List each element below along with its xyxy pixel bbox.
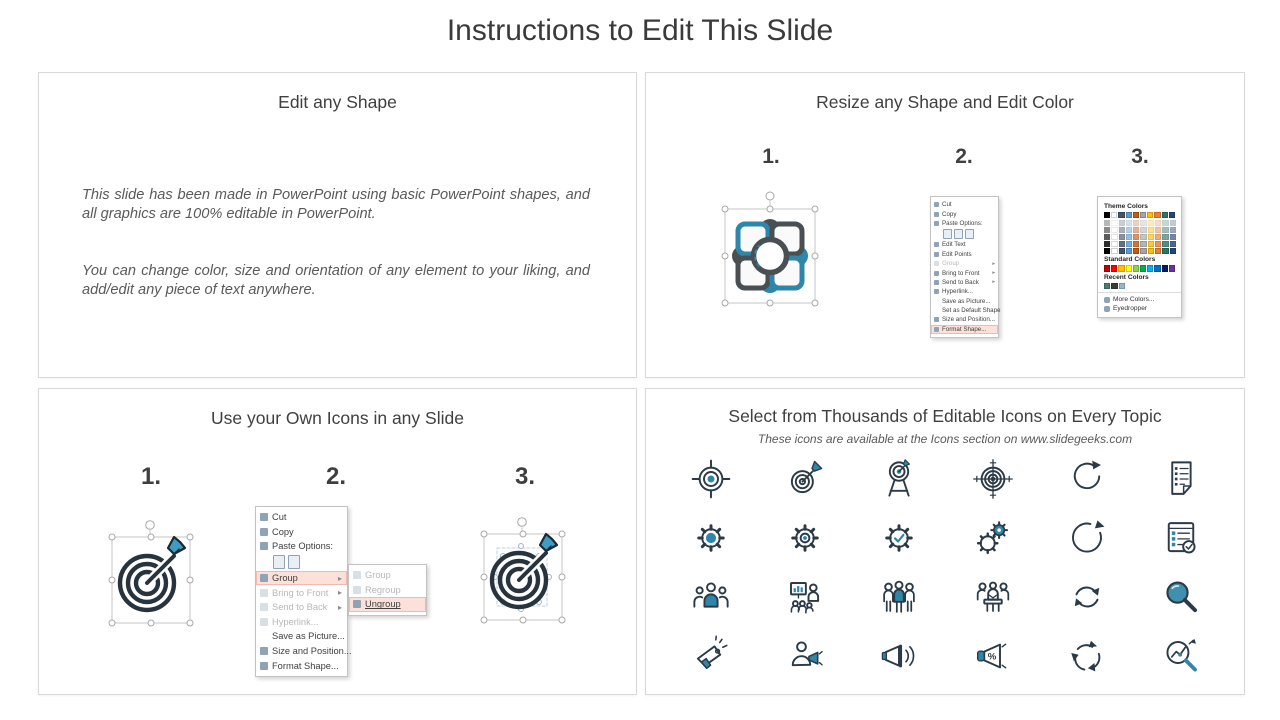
menu-item-group[interactable] <box>256 571 347 586</box>
panel-resize-edit-color <box>645 72 1245 378</box>
cut-icon <box>260 513 268 521</box>
menu-item-send-to-back <box>256 600 347 615</box>
color-swatch[interactable] <box>1140 212 1146 218</box>
menu-item-size-and-position[interactable] <box>256 644 352 659</box>
sync-arrows-two-icon[interactable] <box>1065 575 1109 619</box>
submenu-arrow-icon: ▸ <box>992 260 995 267</box>
megaphone-sound-waves-icon[interactable] <box>877 634 921 678</box>
color-swatch[interactable] <box>1104 283 1110 289</box>
menu-item-paste-options[interactable] <box>256 539 347 554</box>
group-icon <box>260 574 268 582</box>
edit-points-icon <box>934 252 939 257</box>
audience-group-icon[interactable] <box>689 575 733 619</box>
color-tint-swatch[interactable] <box>1148 234 1154 240</box>
team-standing-icon[interactable] <box>877 575 921 619</box>
group-icon <box>353 571 361 579</box>
color-swatch[interactable] <box>1140 265 1146 271</box>
color-tint-swatch[interactable] <box>1170 241 1176 247</box>
color-tint-swatch[interactable] <box>1111 220 1117 226</box>
menu-item-label: Size and Position... <box>272 646 352 657</box>
menu-item-send-to-back[interactable] <box>931 278 998 287</box>
menu-item-label: Bring to Front <box>272 587 329 598</box>
color-tint-swatch[interactable] <box>1162 241 1168 247</box>
color-swatch[interactable] <box>1154 265 1160 271</box>
paste-option-button[interactable] <box>954 229 963 239</box>
color-tint-swatch[interactable] <box>1155 248 1161 254</box>
menu-item-format-shape[interactable] <box>256 658 347 673</box>
color-tint-swatch[interactable] <box>1119 241 1125 247</box>
paste-option-button[interactable] <box>965 229 974 239</box>
menu-item-label: Edit Points <box>942 250 972 258</box>
submenu-arrow-icon: ▸ <box>338 602 342 612</box>
menu-item-regroup <box>349 583 426 598</box>
menu-item-label: Paste Options: <box>272 541 333 552</box>
color-tint-swatch[interactable] <box>1162 220 1168 226</box>
panel-icon-library <box>645 388 1245 695</box>
panel-edit-any-shape-title: Edit any Shape <box>278 92 397 112</box>
menu-item-label: Paste Options: <box>942 219 983 227</box>
color-swatch[interactable] <box>1104 212 1110 218</box>
more-colors-item[interactable] <box>1104 295 1175 304</box>
color-tint-swatch[interactable] <box>1140 220 1146 226</box>
color-tint-swatch[interactable] <box>1126 241 1132 247</box>
menu-item-edit-text[interactable] <box>931 240 998 249</box>
hyperlink-icon <box>934 289 939 294</box>
menu-item-label: Edit Text <box>942 241 966 249</box>
menu-item-save-as-picture[interactable] <box>256 629 347 644</box>
paste-options-buttons <box>931 228 998 240</box>
cut-icon <box>934 202 939 207</box>
magnifier-icon[interactable] <box>1159 575 1203 619</box>
menu-item-label: Send to Back <box>272 602 328 613</box>
paste-options-buttons <box>256 554 347 571</box>
eyedropper-item[interactable] <box>1104 304 1175 313</box>
menu-item-set-as-default-shape[interactable] <box>931 306 1001 315</box>
paste-options-icon <box>934 221 939 226</box>
color-tint-swatch[interactable] <box>1104 234 1110 240</box>
color-swatch[interactable] <box>1111 265 1117 271</box>
menu-item-label: Bring to Front <box>942 269 980 277</box>
gear-dot-center-icon[interactable] <box>783 516 827 560</box>
color-tint-swatch[interactable] <box>1140 227 1146 233</box>
color-tint-swatch[interactable] <box>1104 248 1110 254</box>
color-tint-swatch[interactable] <box>1148 227 1154 233</box>
panel-icon-library-title: Select from Thousands of Editable Icons on Every Topic <box>728 406 1162 426</box>
recent-colors-label: Recent Colors <box>1104 273 1149 281</box>
step-number-3: 3. <box>1131 145 1149 168</box>
edit-shape-paragraph-1: This slide has been made in PowerPoint using basic PowerPoint shapes, and all graphics are 100% editable in PowerPoint. <box>82 186 590 222</box>
color-swatch[interactable] <box>1126 212 1132 218</box>
step-number-1: 1. <box>762 145 780 168</box>
color-swatch[interactable] <box>1147 212 1153 218</box>
menu-item-edit-points[interactable] <box>931 250 998 259</box>
color-swatch[interactable] <box>1119 283 1125 289</box>
color-tint-swatch[interactable] <box>1155 234 1161 240</box>
target-icon-ungrouped-preview <box>473 514 577 634</box>
color-tint-swatch[interactable] <box>1148 220 1154 226</box>
send-to-back-icon <box>934 280 939 285</box>
panel-use-own-icons <box>38 388 637 695</box>
color-tint-swatch[interactable] <box>1140 234 1146 240</box>
menu-item-format-shape[interactable] <box>931 325 998 334</box>
step-number-1: 1. <box>140 463 162 490</box>
menu-item-label: Cut <box>272 512 287 523</box>
gears-double-icon[interactable] <box>971 516 1015 560</box>
color-tint-swatch[interactable] <box>1126 220 1132 226</box>
menu-item-label: Set as Default Shape <box>942 307 1001 315</box>
theme-colors-row <box>1104 212 1175 218</box>
color-swatch[interactable] <box>1147 265 1153 271</box>
size-and-position-icon <box>934 317 939 322</box>
gear-checkmark-icon[interactable] <box>877 516 921 560</box>
picker-item-label: Eyedropper <box>1113 305 1148 313</box>
color-tint-swatch[interactable] <box>1148 248 1154 254</box>
picker-separator <box>1098 292 1181 293</box>
menu-item-ungroup[interactable] <box>349 597 426 612</box>
megaphone-icon[interactable] <box>689 634 733 678</box>
color-tint-swatch[interactable] <box>1170 227 1176 233</box>
gear-filled-center-icon[interactable] <box>689 516 733 560</box>
menu-item-cut[interactable] <box>256 510 347 525</box>
color-tint-swatch[interactable] <box>1133 241 1139 247</box>
menu-item-label: Send to Back <box>942 278 979 286</box>
group-icon <box>934 261 939 266</box>
color-tint-swatch[interactable] <box>1133 248 1139 254</box>
target-icon-selected-preview <box>101 517 205 637</box>
menu-item-label: Format Shape... <box>272 660 339 671</box>
menu-item-label: Ungroup <box>365 599 401 610</box>
color-tint-swatch[interactable] <box>1111 241 1117 247</box>
submenu-arrow-icon: ▸ <box>338 573 342 583</box>
standard-colors-label: Standard Colors <box>1104 256 1156 264</box>
format-shape-icon <box>260 662 268 670</box>
target-crosshair-dark-icon[interactable] <box>971 457 1015 501</box>
menu-item-label: Save as Picture... <box>272 631 345 642</box>
rotate-arrow-icon[interactable] <box>1065 516 1109 560</box>
color-tint-swatch[interactable] <box>1148 241 1154 247</box>
color-swatch[interactable] <box>1162 212 1168 218</box>
bring-to-front-icon <box>260 589 268 597</box>
sync-arrows-three-icon[interactable] <box>1065 634 1109 678</box>
context-menu-group <box>255 506 352 677</box>
menu-item-label: Hyperlink... <box>942 288 973 296</box>
copy-icon <box>934 212 939 217</box>
hyperlink-icon <box>260 618 268 626</box>
color-swatch[interactable] <box>1169 265 1175 271</box>
color-tint-swatch[interactable] <box>1126 234 1132 240</box>
ungroup-icon <box>353 600 361 608</box>
format-shape-icon <box>934 327 939 332</box>
standard-colors-row <box>1104 265 1175 271</box>
document-checklist-icon[interactable] <box>1159 457 1203 501</box>
copy-icon <box>260 528 268 536</box>
submenu-arrow-icon: ▸ <box>992 279 995 286</box>
icon-library-grid <box>664 449 1228 685</box>
group-submenu <box>348 564 427 616</box>
menu-item-bring-to-front <box>256 585 347 600</box>
megaphone-percent-icon[interactable] <box>971 634 1015 678</box>
color-swatch[interactable] <box>1104 265 1110 271</box>
presenter-board-icon[interactable] <box>783 575 827 619</box>
team-discussion-icon[interactable] <box>971 575 1015 619</box>
menu-item-label: Size and Position... <box>942 316 995 324</box>
panel-edit-any-shape <box>38 72 637 378</box>
paste-option-button[interactable] <box>273 555 285 569</box>
svg-text:%: % <box>987 651 997 662</box>
menu-item-label: Save as Picture... <box>942 297 991 305</box>
color-swatch[interactable] <box>1118 265 1124 271</box>
regroup-icon <box>353 586 361 594</box>
color-tint-swatch[interactable] <box>1104 241 1110 247</box>
color-tint-swatch[interactable] <box>1126 248 1132 254</box>
color-tint-swatch[interactable] <box>1170 234 1176 240</box>
recent-colors-row <box>1104 283 1175 289</box>
context-menu-shape <box>930 196 999 338</box>
color-tint-swatch[interactable] <box>1119 248 1125 254</box>
color-tint-swatch[interactable] <box>1119 227 1125 233</box>
more-colors-item-icon <box>1104 297 1110 303</box>
color-tint-swatch[interactable] <box>1170 220 1176 226</box>
bring-to-front-icon <box>934 271 939 276</box>
panel-resize-edit-color-title: Resize any Shape and Edit Color <box>816 92 1074 112</box>
edit-text-icon <box>934 242 939 247</box>
size-and-position-icon <box>260 647 268 655</box>
color-tint-swatch[interactable] <box>1111 227 1117 233</box>
color-tint-swatch[interactable] <box>1155 227 1161 233</box>
color-tint-swatch[interactable] <box>1111 248 1117 254</box>
menu-item-hyperlink[interactable] <box>931 287 998 296</box>
send-to-back-icon <box>260 603 268 611</box>
menu-item-label: Group <box>365 570 391 581</box>
color-swatch[interactable] <box>1111 283 1117 289</box>
panel-use-own-icons-title: Use your Own Icons in any Slide <box>211 408 464 428</box>
color-tint-swatch[interactable] <box>1162 234 1168 240</box>
color-tint-swatch[interactable] <box>1133 227 1139 233</box>
color-swatch[interactable] <box>1118 212 1124 218</box>
page-title: Instructions to Edit This Slide <box>446 14 834 47</box>
color-tint-swatch[interactable] <box>1140 248 1146 254</box>
color-tint-swatch[interactable] <box>1126 227 1132 233</box>
edit-shape-paragraph-2: You can change color, size and orientation of any element to your liking, and add/edit any piece of text anywhere. <box>82 262 590 298</box>
menu-item-label: Cut <box>942 201 952 209</box>
menu-item-paste-options[interactable] <box>931 219 998 228</box>
step-number-3: 3. <box>514 463 536 490</box>
menu-item-copy[interactable] <box>256 525 347 540</box>
person-announcement-icon[interactable] <box>783 634 827 678</box>
menu-item-hyperlink <box>256 615 347 630</box>
color-swatch[interactable] <box>1133 265 1139 271</box>
menu-item-label: Copy <box>942 210 957 218</box>
color-tint-swatch[interactable] <box>1104 227 1110 233</box>
menu-item-save-as-picture[interactable] <box>931 297 998 306</box>
icon-library-subtitle: These icons are available at the Icons section on www.slidegeeks.com <box>757 432 1133 446</box>
target-crosshair-filled-icon[interactable] <box>689 457 733 501</box>
target-dart-icon[interactable] <box>783 457 827 501</box>
menu-item-group <box>349 568 426 583</box>
step-number-2: 2. <box>955 145 973 168</box>
panel-checklist-icon[interactable] <box>1159 516 1203 560</box>
rotate-handle-icon <box>766 192 774 200</box>
color-swatch[interactable] <box>1126 265 1132 271</box>
menu-item-label: Group <box>272 573 298 584</box>
color-tint-swatch[interactable] <box>1170 248 1176 254</box>
color-tint-swatch[interactable] <box>1155 220 1161 226</box>
target-board-stand-icon[interactable] <box>877 457 921 501</box>
paste-option-button[interactable] <box>943 229 952 239</box>
submenu-arrow-icon: ▸ <box>992 270 995 277</box>
menu-item-bring-to-front[interactable] <box>931 268 998 277</box>
color-swatch[interactable] <box>1162 265 1168 271</box>
color-tint-swatch[interactable] <box>1119 220 1125 226</box>
theme-color-tints <box>1104 220 1175 255</box>
color-tint-swatch[interactable] <box>1162 227 1168 233</box>
menu-item-group <box>931 259 998 268</box>
color-swatch[interactable] <box>1133 212 1139 218</box>
refresh-arrow-icon[interactable] <box>1065 457 1109 501</box>
menu-item-label: Regroup <box>365 584 401 595</box>
color-tint-swatch[interactable] <box>1111 234 1117 240</box>
menu-item-label: Hyperlink... <box>272 616 319 627</box>
eyedropper-item-icon <box>1104 306 1110 312</box>
color-tint-swatch[interactable] <box>1133 234 1139 240</box>
menu-item-copy[interactable] <box>931 209 998 218</box>
color-tint-swatch[interactable] <box>1119 234 1125 240</box>
menu-item-size-and-position[interactable] <box>931 315 998 324</box>
step-number-2: 2. <box>325 463 347 490</box>
color-swatch[interactable] <box>1154 212 1160 218</box>
color-picker-dropdown <box>1097 196 1182 318</box>
theme-colors-label: Theme Colors <box>1104 203 1148 210</box>
shape-selected-preview <box>708 189 832 327</box>
magnifier-analytics-icon[interactable] <box>1159 634 1203 678</box>
picker-item-label: More Colors... <box>1113 296 1155 304</box>
submenu-arrow-icon: ▸ <box>338 588 342 598</box>
color-tint-swatch[interactable] <box>1162 248 1168 254</box>
color-tint-swatch[interactable] <box>1133 220 1139 226</box>
menu-item-label: Group <box>942 260 960 268</box>
color-swatch[interactable] <box>1111 212 1117 218</box>
menu-item-label: Copy <box>272 526 294 537</box>
paste-options-icon <box>260 542 268 550</box>
paste-option-button[interactable] <box>288 555 300 569</box>
menu-item-cut[interactable] <box>931 200 998 209</box>
color-swatch[interactable] <box>1169 212 1175 218</box>
color-tint-swatch[interactable] <box>1104 220 1110 226</box>
color-tint-swatch[interactable] <box>1155 241 1161 247</box>
color-tint-swatch[interactable] <box>1140 241 1146 247</box>
menu-item-label: Format Shape... <box>942 325 987 333</box>
